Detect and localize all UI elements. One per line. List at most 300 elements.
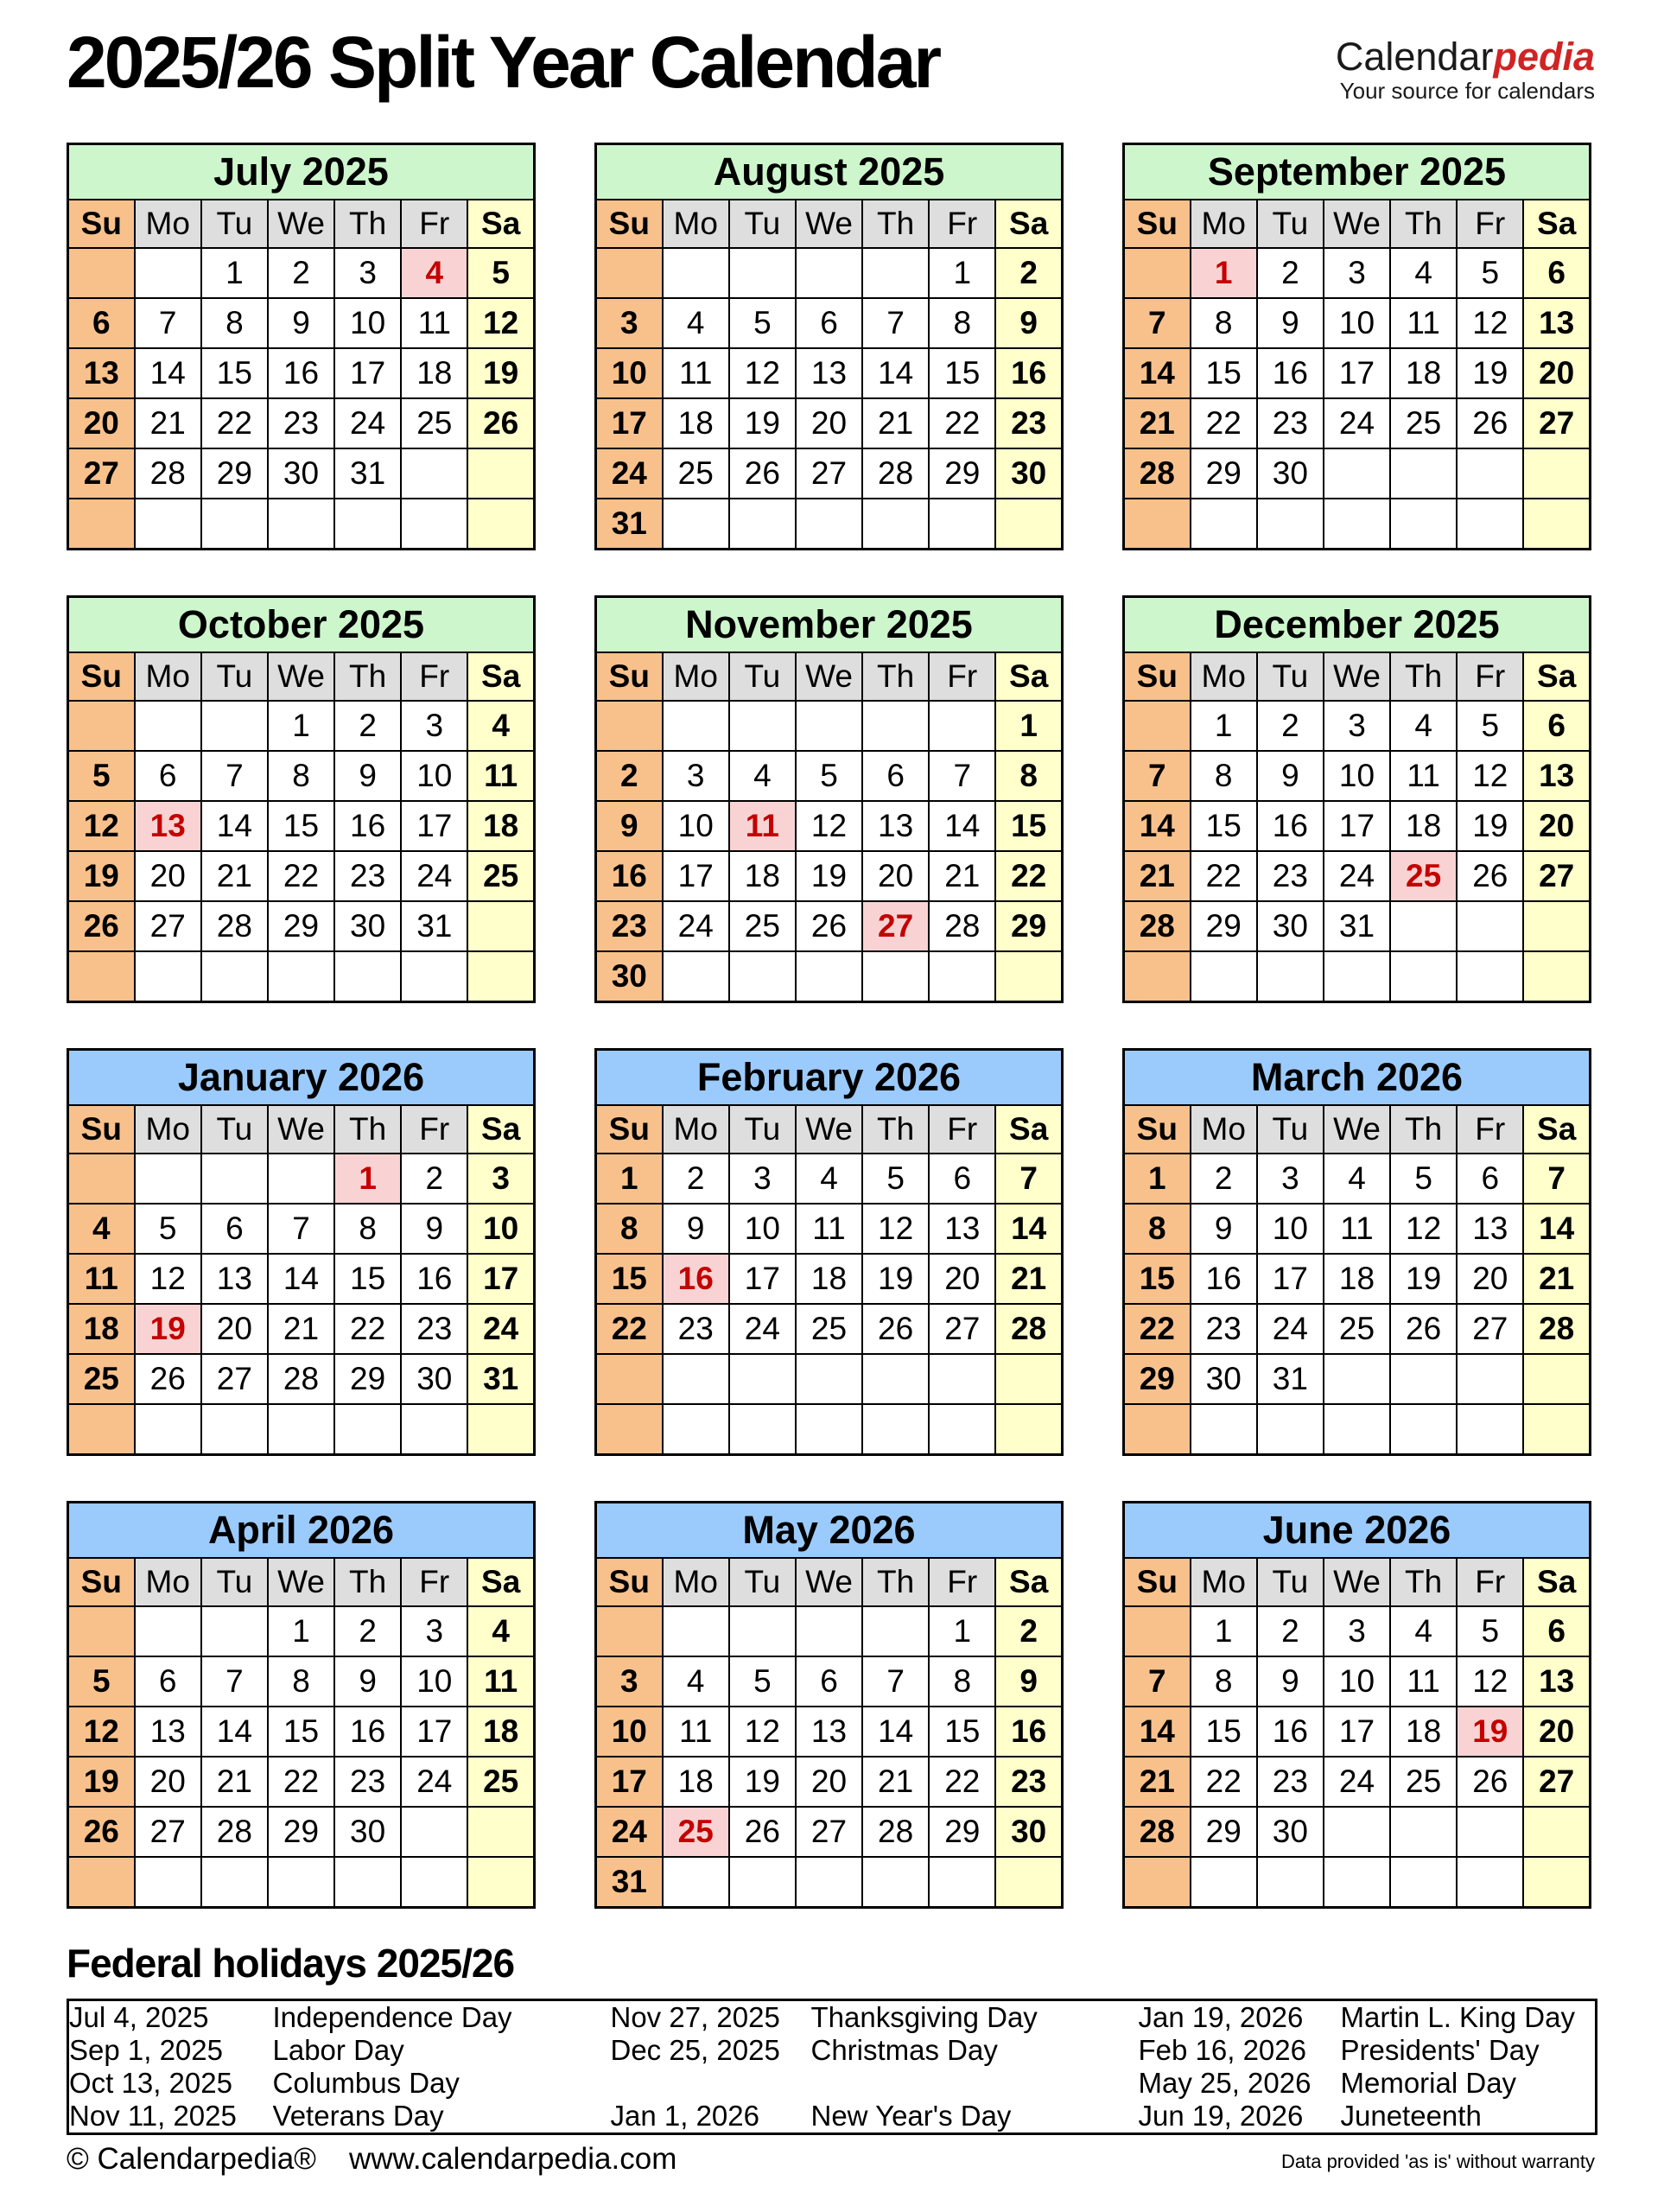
date-cell: 26 bbox=[796, 901, 862, 951]
date-cell: 23 bbox=[1191, 1304, 1257, 1354]
logo-tagline: Your source for calendars bbox=[1339, 78, 1595, 105]
date-cell: 9 bbox=[995, 298, 1062, 348]
date-cell: 6 bbox=[68, 298, 135, 348]
empty-cell bbox=[401, 951, 467, 1002]
day-header-tu: Tu bbox=[201, 1105, 268, 1154]
date-cell: 9 bbox=[1257, 751, 1324, 801]
date-cell: 23 bbox=[995, 1757, 1062, 1807]
date-cell: 17 bbox=[467, 1254, 534, 1304]
empty-cell bbox=[596, 1354, 663, 1404]
date-cell: 15 bbox=[1191, 348, 1257, 398]
date-cell: 23 bbox=[1257, 851, 1324, 901]
day-header-we: We bbox=[268, 652, 334, 701]
month-header-row bbox=[596, 597, 1063, 653]
empty-cell bbox=[729, 951, 796, 1002]
date-cell: 4 bbox=[663, 1656, 729, 1707]
date-cell: 1 bbox=[596, 1154, 663, 1204]
empty-cell bbox=[1324, 448, 1390, 499]
empty-cell bbox=[1457, 1354, 1523, 1404]
date-cell: 7 bbox=[1124, 751, 1191, 801]
day-header-tu: Tu bbox=[1257, 200, 1324, 248]
date-cell: 26 bbox=[1457, 851, 1523, 901]
date-cell: 1 bbox=[1124, 1154, 1191, 1204]
date-cell: 13 bbox=[862, 801, 929, 851]
date-cell: 12 bbox=[729, 1707, 796, 1757]
day-header-we: We bbox=[796, 200, 862, 248]
date-cell: 3 bbox=[663, 751, 729, 801]
week-row bbox=[1124, 1656, 1591, 1707]
date-cell: 29 bbox=[1191, 1807, 1257, 1857]
month-header-row bbox=[596, 144, 1063, 200]
week-row bbox=[1124, 1254, 1591, 1304]
empty-cell bbox=[729, 701, 796, 751]
date-cell: 15 bbox=[929, 348, 995, 398]
empty-cell bbox=[1523, 1807, 1590, 1857]
empty-cell bbox=[995, 951, 1062, 1002]
date-cell: 18 bbox=[68, 1304, 135, 1354]
empty-cell bbox=[135, 499, 201, 550]
empty-cell bbox=[1523, 499, 1590, 550]
date-cell: 21 bbox=[1124, 398, 1191, 448]
date-cell: 21 bbox=[1124, 1757, 1191, 1807]
day-header-sa: Sa bbox=[467, 1105, 534, 1154]
empty-cell bbox=[1324, 499, 1390, 550]
date-cell: 18 bbox=[663, 1757, 729, 1807]
holiday-date: Feb 16, 2026 bbox=[1138, 2034, 1306, 2067]
day-header-sa: Sa bbox=[467, 1558, 534, 1606]
day-header-sa: Sa bbox=[995, 1558, 1062, 1606]
empty-cell bbox=[1124, 701, 1191, 751]
empty-cell bbox=[995, 499, 1062, 550]
empty-cell bbox=[1523, 951, 1590, 1002]
date-cell: 25 bbox=[1390, 1757, 1457, 1807]
week-row bbox=[68, 1606, 535, 1656]
month-header-row bbox=[68, 144, 535, 200]
empty-cell bbox=[729, 1606, 796, 1656]
empty-cell bbox=[401, 1807, 467, 1857]
month-header-row bbox=[68, 1050, 535, 1106]
month-august-2025 bbox=[594, 143, 1064, 550]
empty-cell bbox=[596, 248, 663, 298]
date-cell: 15 bbox=[1191, 1707, 1257, 1757]
date-cell: 29 bbox=[334, 1354, 401, 1404]
date-cell: 17 bbox=[729, 1254, 796, 1304]
day-header-su: Su bbox=[68, 1558, 135, 1606]
empty-cell bbox=[68, 701, 135, 751]
empty-cell bbox=[135, 951, 201, 1002]
week-row bbox=[1124, 851, 1591, 901]
date-cell: 12 bbox=[862, 1204, 929, 1254]
date-cell: 14 bbox=[1124, 801, 1191, 851]
date-cell: 22 bbox=[929, 1757, 995, 1807]
week-row bbox=[1124, 448, 1591, 499]
date-cell: 24 bbox=[401, 851, 467, 901]
date-cell: 30 bbox=[268, 448, 334, 499]
empty-cell bbox=[862, 1354, 929, 1404]
month-may-2026 bbox=[594, 1501, 1064, 1909]
month-title: July 2025 bbox=[68, 144, 535, 200]
week-row bbox=[1124, 499, 1591, 550]
day-header-mo: Mo bbox=[663, 652, 729, 701]
date-cell: 7 bbox=[1124, 298, 1191, 348]
month-title: April 2026 bbox=[68, 1503, 535, 1559]
week-row bbox=[596, 248, 1063, 298]
empty-cell bbox=[796, 499, 862, 550]
date-cell: 20 bbox=[1523, 1707, 1590, 1757]
day-header-we: We bbox=[1324, 1558, 1390, 1606]
empty-cell bbox=[401, 499, 467, 550]
date-cell: 6 bbox=[201, 1204, 268, 1254]
date-cell: 22 bbox=[995, 851, 1062, 901]
empty-cell bbox=[929, 1354, 995, 1404]
date-cell: 23 bbox=[1257, 398, 1324, 448]
site-url-link[interactable]: www.calendarpedia.com bbox=[348, 2142, 677, 2177]
date-cell: 6 bbox=[135, 751, 201, 801]
date-cell: 19 bbox=[796, 851, 862, 901]
date-cell: 17 bbox=[663, 851, 729, 901]
empty-cell bbox=[663, 1606, 729, 1656]
date-cell: 17 bbox=[596, 398, 663, 448]
empty-cell bbox=[663, 1857, 729, 1908]
date-cell: 14 bbox=[929, 801, 995, 851]
day-header-we: We bbox=[268, 1558, 334, 1606]
empty-cell bbox=[1457, 1404, 1523, 1455]
day-header-we: We bbox=[796, 1105, 862, 1154]
holiday-name bbox=[811, 2067, 1139, 2100]
date-cell: 14 bbox=[1124, 348, 1191, 398]
date-cell: 5 bbox=[467, 248, 534, 298]
date-cell: 24 bbox=[1324, 398, 1390, 448]
holiday-name: Martin L. King Day bbox=[1340, 2001, 1575, 2034]
month-october-2025 bbox=[67, 595, 536, 1003]
empty-cell bbox=[135, 248, 201, 298]
holiday-row bbox=[68, 2067, 1597, 2100]
date-cell: 11 bbox=[796, 1204, 862, 1254]
date-cell: 24 bbox=[1257, 1304, 1324, 1354]
date-cell: 23 bbox=[401, 1304, 467, 1354]
month-title: March 2026 bbox=[1124, 1050, 1591, 1106]
date-cell: 23 bbox=[334, 851, 401, 901]
date-cell: 25 bbox=[729, 901, 796, 951]
date-cell: 29 bbox=[1124, 1354, 1191, 1404]
date-cell: 2 bbox=[334, 701, 401, 751]
date-cell: 11 bbox=[68, 1254, 135, 1304]
week-row bbox=[1124, 1404, 1591, 1455]
date-cell: 24 bbox=[663, 901, 729, 951]
date-cell: 16 bbox=[1257, 801, 1324, 851]
empty-cell bbox=[929, 1404, 995, 1455]
day-header-tu: Tu bbox=[201, 652, 268, 701]
holiday-date-cell: 16 bbox=[663, 1254, 729, 1304]
date-cell: 31 bbox=[1257, 1354, 1324, 1404]
empty-cell bbox=[1390, 951, 1457, 1002]
date-cell: 13 bbox=[68, 348, 135, 398]
date-cell: 19 bbox=[729, 398, 796, 448]
empty-cell bbox=[201, 1857, 268, 1908]
day-header-sa: Sa bbox=[1523, 652, 1590, 701]
day-header-su: Su bbox=[596, 1105, 663, 1154]
date-cell: 5 bbox=[68, 1656, 135, 1707]
day-header-th: Th bbox=[1390, 1105, 1457, 1154]
empty-cell bbox=[862, 951, 929, 1002]
logo-text-calendar: Calendar bbox=[1335, 35, 1494, 79]
date-cell: 28 bbox=[201, 1807, 268, 1857]
date-cell: 3 bbox=[729, 1154, 796, 1204]
date-cell: 5 bbox=[1390, 1154, 1457, 1204]
empty-cell bbox=[1257, 499, 1324, 550]
date-cell: 11 bbox=[1390, 751, 1457, 801]
date-cell: 8 bbox=[929, 1656, 995, 1707]
day-header-sa: Sa bbox=[995, 652, 1062, 701]
day-header-tu: Tu bbox=[201, 1558, 268, 1606]
day-header-we: We bbox=[1324, 1105, 1390, 1154]
date-cell: 4 bbox=[1390, 701, 1457, 751]
date-cell: 12 bbox=[1457, 751, 1523, 801]
day-header-th: Th bbox=[334, 1105, 401, 1154]
date-cell: 14 bbox=[862, 1707, 929, 1757]
holiday-date-cell: 4 bbox=[401, 248, 467, 298]
date-cell: 7 bbox=[201, 1656, 268, 1707]
date-cell: 13 bbox=[929, 1204, 995, 1254]
date-cell: 31 bbox=[401, 901, 467, 951]
date-cell: 27 bbox=[929, 1304, 995, 1354]
date-cell: 11 bbox=[467, 751, 534, 801]
date-cell: 20 bbox=[1457, 1254, 1523, 1304]
date-cell: 31 bbox=[1324, 901, 1390, 951]
date-cell: 22 bbox=[268, 851, 334, 901]
date-cell: 28 bbox=[995, 1304, 1062, 1354]
month-title: June 2026 bbox=[1124, 1503, 1591, 1559]
holiday-row bbox=[68, 2000, 1597, 2035]
date-cell: 6 bbox=[796, 298, 862, 348]
day-header-mo: Mo bbox=[1191, 200, 1257, 248]
date-cell: 9 bbox=[401, 1204, 467, 1254]
date-cell: 22 bbox=[201, 398, 268, 448]
weekday-header-row bbox=[1124, 200, 1591, 248]
day-header-tu: Tu bbox=[729, 200, 796, 248]
date-cell: 21 bbox=[929, 851, 995, 901]
empty-cell bbox=[268, 499, 334, 550]
date-cell: 28 bbox=[862, 1807, 929, 1857]
week-row bbox=[1124, 1304, 1591, 1354]
weekday-header-row bbox=[1124, 652, 1591, 701]
day-header-mo: Mo bbox=[135, 200, 201, 248]
date-cell: 4 bbox=[796, 1154, 862, 1204]
day-header-we: We bbox=[268, 200, 334, 248]
empty-cell bbox=[1390, 448, 1457, 499]
date-cell: 19 bbox=[862, 1254, 929, 1304]
week-row bbox=[1124, 248, 1591, 298]
week-row bbox=[596, 1707, 1063, 1757]
date-cell: 10 bbox=[334, 298, 401, 348]
date-cell: 7 bbox=[201, 751, 268, 801]
date-cell: 15 bbox=[268, 801, 334, 851]
week-row bbox=[596, 1254, 1063, 1304]
empty-cell bbox=[1257, 1404, 1324, 1455]
day-header-su: Su bbox=[68, 1105, 135, 1154]
empty-cell bbox=[1257, 951, 1324, 1002]
date-cell: 7 bbox=[268, 1204, 334, 1254]
empty-cell bbox=[268, 1857, 334, 1908]
empty-cell bbox=[334, 1404, 401, 1455]
month-header-row bbox=[1124, 1050, 1591, 1106]
date-cell: 15 bbox=[334, 1254, 401, 1304]
date-cell: 30 bbox=[1257, 1807, 1324, 1857]
date-cell: 7 bbox=[929, 751, 995, 801]
date-cell: 7 bbox=[135, 298, 201, 348]
week-row bbox=[68, 1304, 535, 1354]
date-cell: 5 bbox=[135, 1204, 201, 1254]
date-cell: 30 bbox=[1257, 901, 1324, 951]
week-row bbox=[596, 851, 1063, 901]
day-header-th: Th bbox=[1390, 200, 1457, 248]
week-row bbox=[1124, 1857, 1591, 1908]
date-cell: 5 bbox=[729, 298, 796, 348]
page-footer bbox=[67, 2142, 1595, 2177]
date-cell: 15 bbox=[929, 1707, 995, 1757]
date-cell: 28 bbox=[1124, 901, 1191, 951]
date-cell: 27 bbox=[201, 1354, 268, 1404]
date-cell: 6 bbox=[1523, 701, 1590, 751]
date-cell: 16 bbox=[1257, 348, 1324, 398]
date-cell: 3 bbox=[596, 1656, 663, 1707]
date-cell: 19 bbox=[1457, 801, 1523, 851]
date-cell: 2 bbox=[995, 248, 1062, 298]
empty-cell bbox=[729, 248, 796, 298]
date-cell: 13 bbox=[796, 1707, 862, 1757]
date-cell: 22 bbox=[929, 398, 995, 448]
day-header-th: Th bbox=[334, 652, 401, 701]
empty-cell bbox=[1390, 1857, 1457, 1908]
day-header-tu: Tu bbox=[729, 1558, 796, 1606]
copyright-text: © Calendarpedia® bbox=[67, 2142, 316, 2177]
week-row bbox=[596, 701, 1063, 751]
week-row bbox=[1124, 751, 1591, 801]
federal-holidays-table bbox=[67, 1999, 1597, 2135]
date-cell: 16 bbox=[334, 1707, 401, 1757]
date-cell: 17 bbox=[334, 348, 401, 398]
holiday-date bbox=[611, 2067, 811, 2100]
empty-cell bbox=[201, 1606, 268, 1656]
date-cell: 20 bbox=[929, 1254, 995, 1304]
empty-cell bbox=[596, 1606, 663, 1656]
week-row bbox=[68, 751, 535, 801]
date-cell: 12 bbox=[1457, 1656, 1523, 1707]
day-header-th: Th bbox=[334, 200, 401, 248]
date-cell: 21 bbox=[862, 398, 929, 448]
empty-cell bbox=[401, 1404, 467, 1455]
empty-cell bbox=[268, 1154, 334, 1204]
holiday-name: Christmas Day bbox=[810, 2034, 998, 2067]
date-cell: 3 bbox=[401, 1606, 467, 1656]
date-cell: 23 bbox=[596, 901, 663, 951]
holiday-name: Independence Day bbox=[272, 2001, 512, 2034]
day-header-sa: Sa bbox=[995, 200, 1062, 248]
date-cell: 12 bbox=[729, 348, 796, 398]
month-title: October 2025 bbox=[68, 597, 535, 653]
date-cell: 23 bbox=[1257, 1757, 1324, 1807]
empty-cell bbox=[1457, 499, 1523, 550]
date-cell: 6 bbox=[1457, 1154, 1523, 1204]
date-cell: 7 bbox=[862, 298, 929, 348]
date-cell: 11 bbox=[401, 298, 467, 348]
empty-cell bbox=[268, 951, 334, 1002]
date-cell: 10 bbox=[401, 1656, 467, 1707]
date-cell: 26 bbox=[467, 398, 534, 448]
empty-cell bbox=[1390, 1807, 1457, 1857]
holiday-row bbox=[68, 2034, 1597, 2067]
date-cell: 1 bbox=[1191, 701, 1257, 751]
empty-cell bbox=[663, 701, 729, 751]
week-row bbox=[596, 1757, 1063, 1807]
date-cell: 11 bbox=[663, 1707, 729, 1757]
holiday-date-cell: 11 bbox=[729, 801, 796, 851]
day-header-sa: Sa bbox=[467, 200, 534, 248]
date-cell: 30 bbox=[995, 1807, 1062, 1857]
empty-cell bbox=[862, 1606, 929, 1656]
empty-cell bbox=[1457, 448, 1523, 499]
date-cell: 5 bbox=[1457, 248, 1523, 298]
week-row bbox=[68, 398, 535, 448]
empty-cell bbox=[1124, 1857, 1191, 1908]
date-cell: 13 bbox=[1457, 1204, 1523, 1254]
date-cell: 17 bbox=[1257, 1254, 1324, 1304]
date-cell: 14 bbox=[201, 801, 268, 851]
month-title: December 2025 bbox=[1124, 597, 1591, 653]
date-cell: 1 bbox=[995, 701, 1062, 751]
date-cell: 20 bbox=[1523, 801, 1590, 851]
date-cell: 1 bbox=[929, 1606, 995, 1656]
date-cell: 3 bbox=[401, 701, 467, 751]
logo-text-pedia: pedia bbox=[1493, 35, 1595, 79]
date-cell: 14 bbox=[1523, 1204, 1590, 1254]
empty-cell bbox=[862, 499, 929, 550]
date-cell: 28 bbox=[929, 901, 995, 951]
month-title: August 2025 bbox=[596, 144, 1063, 200]
calendarpedia-logo[interactable] bbox=[1336, 22, 1595, 105]
date-cell: 20 bbox=[135, 851, 201, 901]
month-header-row bbox=[1124, 1503, 1591, 1559]
date-cell: 5 bbox=[1457, 1606, 1523, 1656]
weekday-header-row bbox=[68, 1558, 535, 1606]
week-row bbox=[1124, 1154, 1591, 1204]
empty-cell bbox=[796, 248, 862, 298]
week-row bbox=[68, 499, 535, 550]
day-header-fr: Fr bbox=[1457, 1558, 1523, 1606]
week-row bbox=[68, 1254, 535, 1304]
empty-cell bbox=[796, 1354, 862, 1404]
holiday-name: Memorial Day bbox=[1340, 2067, 1517, 2100]
day-header-su: Su bbox=[68, 652, 135, 701]
day-header-fr: Fr bbox=[1457, 200, 1523, 248]
empty-cell bbox=[796, 701, 862, 751]
holiday-date: Jun 19, 2026 bbox=[1138, 2100, 1304, 2133]
empty-cell bbox=[135, 1404, 201, 1455]
week-row bbox=[596, 1656, 1063, 1707]
date-cell: 5 bbox=[729, 1656, 796, 1707]
month-title: September 2025 bbox=[1124, 144, 1591, 200]
date-cell: 9 bbox=[334, 751, 401, 801]
day-header-we: We bbox=[796, 652, 862, 701]
empty-cell bbox=[1457, 1807, 1523, 1857]
date-cell: 31 bbox=[334, 448, 401, 499]
date-cell: 20 bbox=[796, 1757, 862, 1807]
empty-cell bbox=[596, 701, 663, 751]
week-row bbox=[596, 1807, 1063, 1857]
date-cell: 22 bbox=[1124, 1304, 1191, 1354]
date-cell: 2 bbox=[596, 751, 663, 801]
date-cell: 25 bbox=[1390, 398, 1457, 448]
